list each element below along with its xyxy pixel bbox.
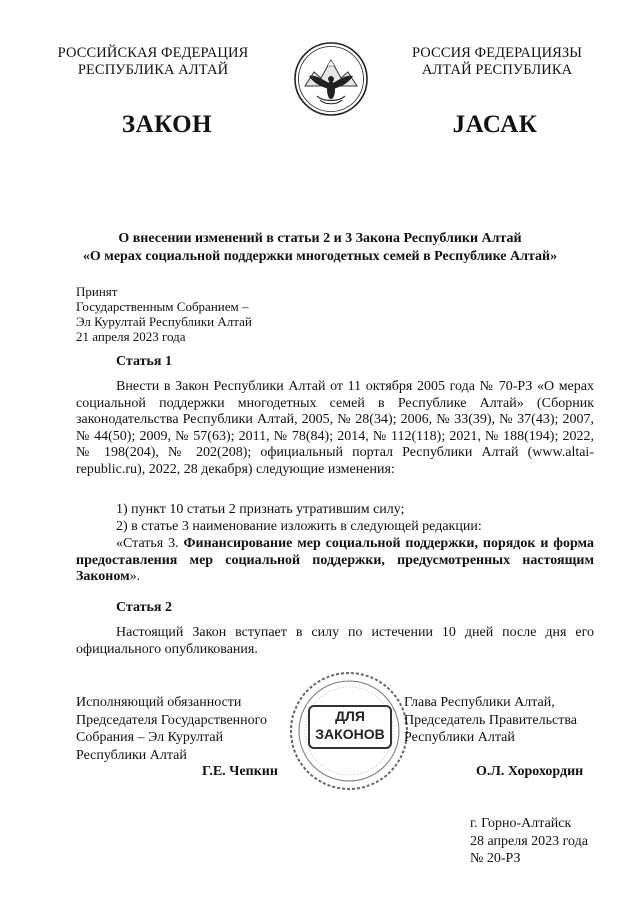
- emblem-icon: [292, 40, 370, 118]
- signature-left-line1: Исполняющий обязанности: [76, 695, 242, 710]
- signature-left-line2: Председателя Государственного: [76, 712, 268, 728]
- signature-right-line3: Республики Алтай: [404, 730, 515, 745]
- document-title: [40, 230, 600, 266]
- stamp: [288, 670, 410, 792]
- stamp-line1: ДЛЯ: [335, 708, 365, 724]
- header-right-line1: РОССИЯ ФЕДЕРАЦИЯЗЫ: [411, 45, 583, 61]
- stamp-label-box: [308, 705, 392, 749]
- signature-right: [404, 694, 624, 747]
- law-word-alt: JАСАК: [452, 111, 538, 138]
- header-right-line2: АЛТАЙ РЕСПУБЛИКА: [421, 62, 573, 78]
- signature-right-line1: Глава Республики Алтай,: [404, 695, 555, 710]
- header-right: [392, 45, 602, 79]
- article1-quote: [76, 536, 594, 586]
- adopted-block: [76, 284, 336, 344]
- adopted-line1: Принят: [76, 284, 118, 299]
- header-left: [44, 45, 262, 79]
- signature-right-name: О.Л. Хорохордин: [476, 764, 584, 779]
- footer-block: [470, 815, 620, 868]
- footer-number: № 20-РЗ: [470, 851, 521, 866]
- article2-heading: Статья 2: [116, 600, 172, 615]
- adopted-line2: Государственным Собранием –: [76, 299, 249, 314]
- quote-bold: Финансирование мер социальной поддержки, порядок и форма предоставления мер социальной поддержки, предусмотренных настоящим Законом: [76, 536, 594, 584]
- quote-suffix: ».: [129, 569, 141, 584]
- article1-item1: 1) пункт 10 статьи 2 признать утратившим силу;: [116, 502, 405, 517]
- footer-date: 28 апреля 2023 года: [470, 833, 588, 849]
- footer-place: г. Горно-Алтайск: [470, 816, 572, 831]
- title-line2: «О мерах социальной поддержки многодетных семей в Республике Алтай»: [82, 249, 558, 264]
- article1-item2: 2) в статье 3 наименование изложить в следующей редакции:: [116, 519, 482, 534]
- law-word-ru: ЗАКОН: [121, 111, 213, 138]
- signature-left: [76, 694, 306, 764]
- article2-text: Настоящий Закон вступает в силу по истечении 10 дней после дня его официального опубликования.: [76, 625, 594, 657]
- quote-prefix: «Статья 3.: [116, 536, 184, 551]
- adopted-line3: Эл Курултай Республики Алтай: [76, 314, 252, 329]
- signature-left-line3: Собрания – Эл Курултай: [76, 730, 224, 745]
- title-line1: О внесении изменений в статьи 2 и 3 Закона Республики Алтай: [118, 231, 522, 246]
- stamp-line2: ЗАКОНОВ: [315, 726, 385, 742]
- signature-left-line4: Республики Алтай: [76, 747, 187, 763]
- adopted-line4: 21 апреля 2023 года: [76, 329, 186, 344]
- header-left-line1: РОССИЙСКАЯ ФЕДЕРАЦИЯ: [57, 45, 249, 61]
- article1-heading: Статья 1: [116, 354, 172, 369]
- signature-right-line2: Председатель Правительства: [404, 712, 577, 728]
- header-left-line2: РЕСПУБЛИКА АЛТАЙ: [77, 62, 229, 78]
- signature-left-name: Г.Е. Чепкин: [202, 764, 278, 779]
- article1-text: Внести в Закон Республики Алтай от 11 октября 2005 года № 70-РЗ «О мерах социальной поддержки многодетных семей в Республике Алтай» (Сборник законодательства Республики Алтай, 2005, № 28(34); 2006, № 33(39), № 37(43); 2007, № 44(50); 2009, № 57(63); 2011, № 78(84); 2014, № 112(118); 2021, № 188(194); 2022, № 198(204), № 202(208); официальный портал Республики Алтай (www.altai-republic.ru), 2022, 28 декабря) следующие изменения:: [76, 379, 594, 477]
